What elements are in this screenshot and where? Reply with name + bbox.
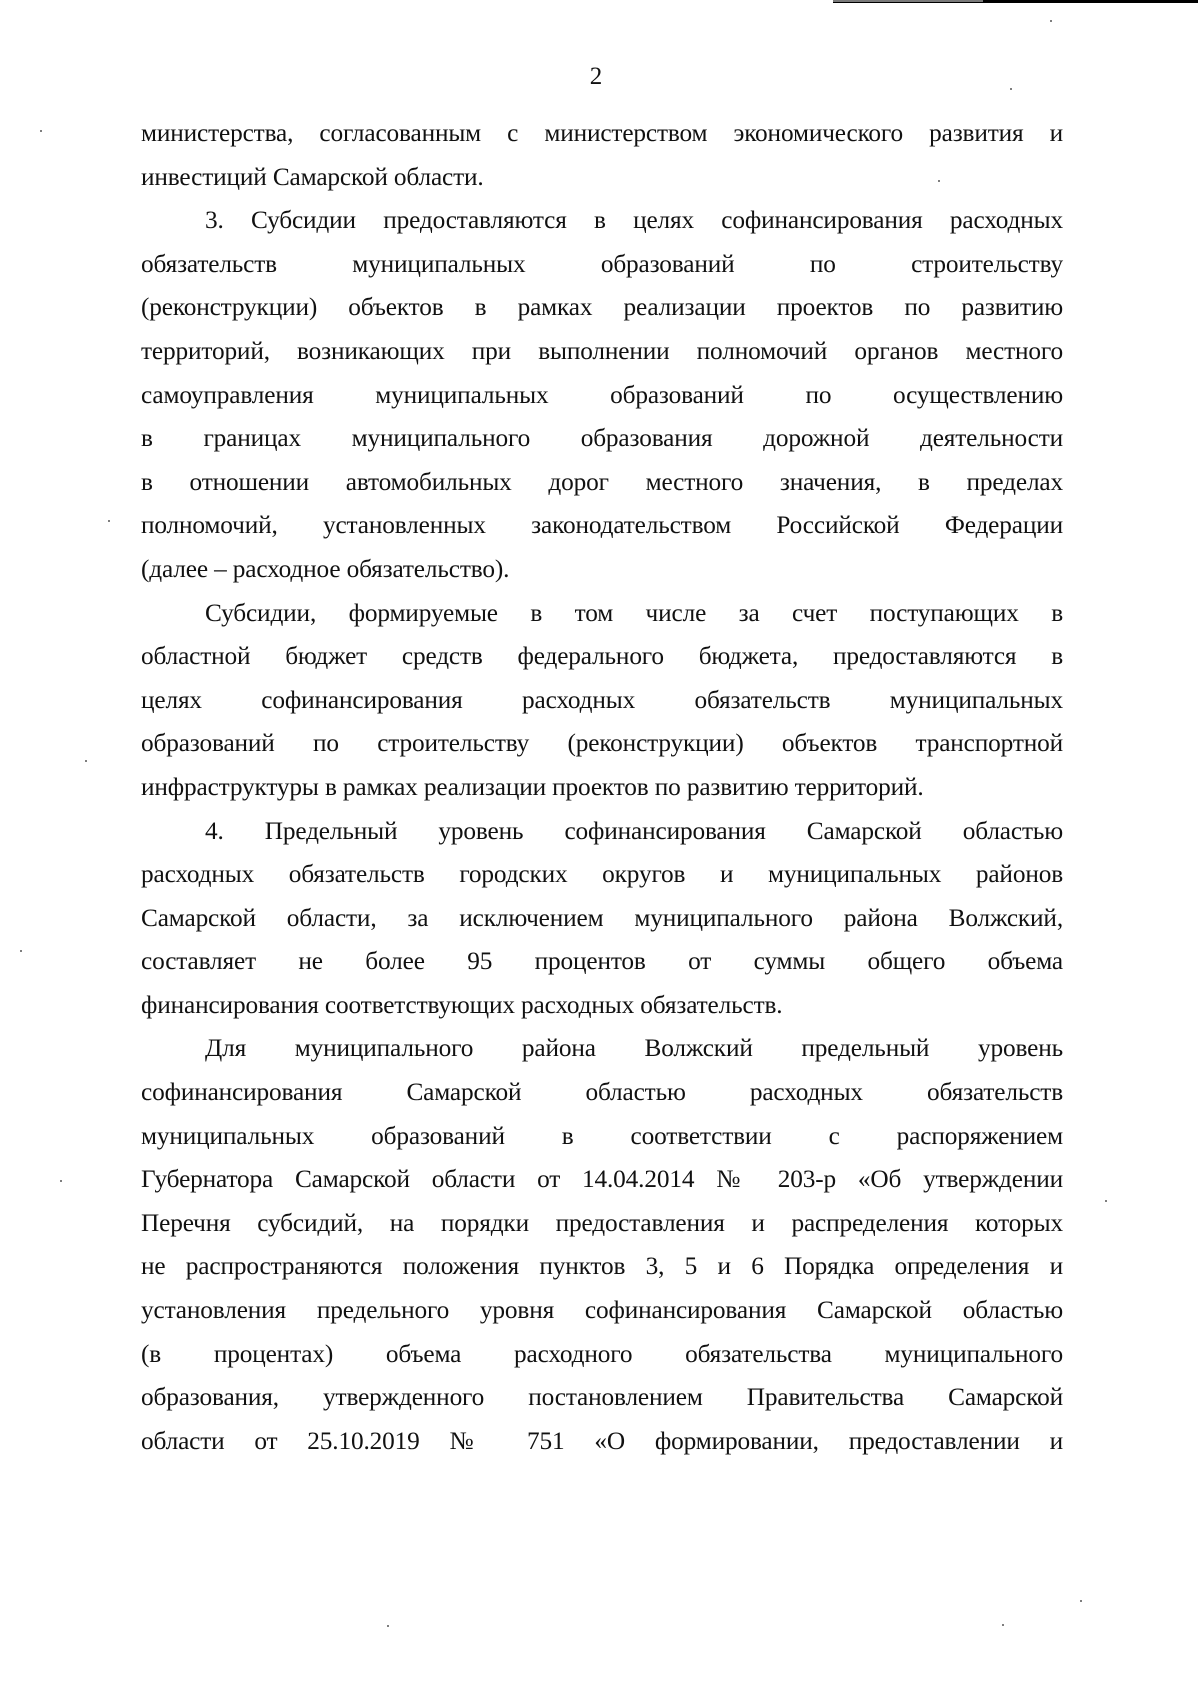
text-line: территорий, возникающих при выполнении полномочий органов местного [141, 336, 1063, 365]
scan-speck [1105, 1200, 1107, 1202]
text-line: Перечня субсидий, на порядки предоставления и распределения которых [141, 1208, 1063, 1237]
scan-speck [1080, 1600, 1082, 1602]
text-line: Губернатора Самарской области от 14.04.2014 № 203-р «Об утверждении [141, 1165, 1063, 1194]
scan-speck [1002, 1624, 1004, 1626]
text-line: Субсидии, формируемые в том числе за счет поступающих в [205, 598, 1063, 627]
text-line: расходных обязательств городских округов и муниципальных районов [141, 860, 1063, 889]
text-line: областной бюджет средств федерального бюджета, предоставляются в [141, 642, 1063, 671]
scan-speck [938, 180, 940, 182]
document-body [141, 112, 1063, 1463]
scan-speck [1010, 88, 1012, 90]
text-line: образований по строительству (реконструкции) объектов транспортной [141, 729, 1063, 758]
text-line: не распространяются положения пунктов 3, 5 и 6 Порядка определения и [141, 1252, 1063, 1281]
text-line: целях софинансирования расходных обязательств муниципальных [141, 685, 1063, 714]
text-line: (в процентах) объема расходного обязательства муниципального [141, 1339, 1063, 1368]
text-line: министерства, согласованным с министерством экономического развития и [141, 119, 1063, 147]
text-line: инвестиций Самарской области. [141, 162, 484, 191]
scan-edge-artifact [833, 0, 1198, 3]
text-line: Для муниципального района Волжский предельный уровень [205, 1034, 1063, 1063]
text-line: 4. Предельный уровень софинансирования Самарской областью [205, 816, 1063, 845]
text-line: в отношении автомобильных дорог местного значения, в пределах [141, 467, 1063, 496]
scan-speck [1050, 20, 1052, 22]
text-line: области от 25.10.2019 № 751 «О формировании, предоставлении и [141, 1426, 1063, 1455]
text-line: полномочий, установленных законодательством Российской Федерации [141, 511, 1063, 540]
scan-speck [20, 950, 22, 952]
text-line: (реконструкции) объектов в рамках реализации проектов по развитию [141, 293, 1063, 322]
text-line: финансирования соответствующих расходных обязательств. [141, 990, 783, 1019]
scan-speck [108, 520, 110, 522]
scan-speck [85, 760, 87, 762]
scan-speck [40, 130, 42, 132]
text-line: установления предельного уровня софинансирования Самарской областью [141, 1296, 1063, 1325]
text-line: Самарской области, за исключением муниципального района Волжский, [141, 903, 1063, 932]
text-line: обязательств муниципальных образований по строительству [141, 249, 1063, 278]
text-line: софинансирования Самарской областью расходных обязательств [141, 1078, 1063, 1107]
text-line: 3. Субсидии предоставляются в целях софинансирования расходных [205, 206, 1063, 235]
text-line: составляет не более 95 процентов от суммы общего объема [141, 947, 1063, 976]
text-line: (далее – расходное обязательство). [141, 554, 510, 583]
scan-speck [60, 1180, 62, 1182]
page-number: 2 [589, 63, 603, 90]
text-line: муниципальных образований в соответствии с распоряжением [141, 1121, 1063, 1150]
scan-speck [387, 1625, 389, 1627]
text-line: самоуправления муниципальных образований по осуществлению [141, 380, 1063, 409]
text-line: в границах муниципального образования дорожной деятельности [141, 424, 1063, 453]
text-line: инфраструктуры в рамках реализации проектов по развитию территорий. [141, 772, 924, 801]
text-line: образования, утвержденного постановлением Правительства Самарской [141, 1383, 1063, 1412]
scan-edge-grey-segment [833, 0, 983, 2]
